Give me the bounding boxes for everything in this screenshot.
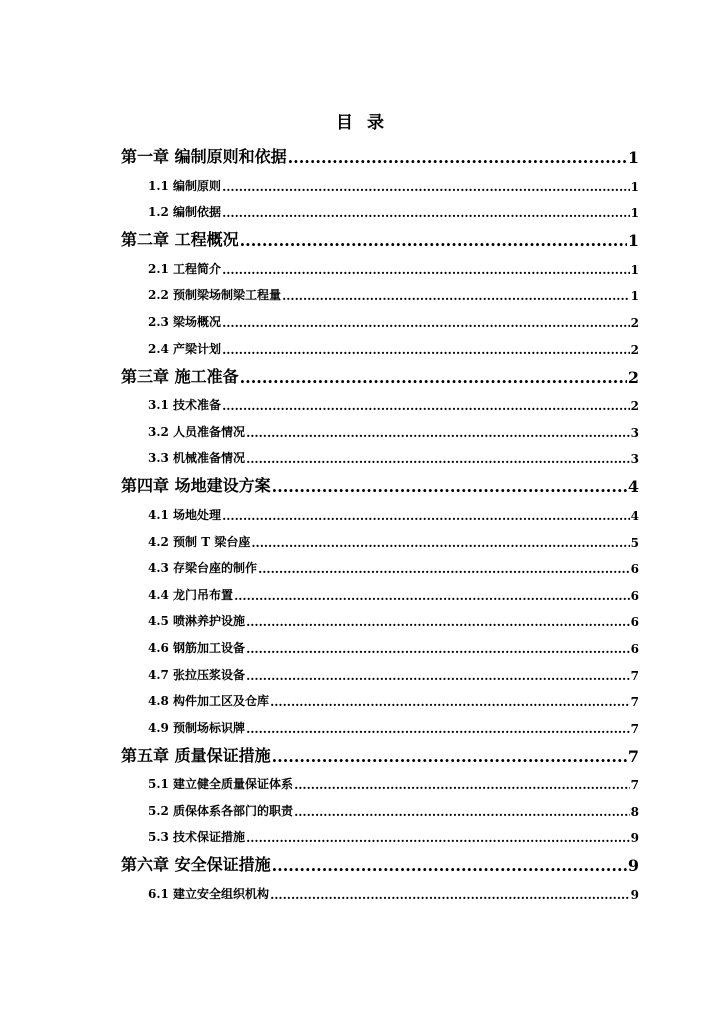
toc-entry-label: 2.2 预制梁场制梁工程量	[148, 288, 282, 303]
toc-dot-leader	[222, 316, 630, 330]
toc-entry-label: 1.1 编制原则	[148, 178, 222, 193]
toc-dot-leader	[294, 805, 630, 819]
toc-entry-label: 4.5 喷淋养护设施	[148, 614, 246, 629]
toc-dot-leader	[222, 263, 630, 277]
toc-entry-label: 4.7 张拉压浆设备	[148, 667, 246, 682]
toc-entry-label: 4.6 钢筋加工设备	[148, 640, 246, 655]
toc-entry-label: 1.2 编制依据	[148, 205, 222, 220]
toc-section-entry[interactable]	[148, 792, 639, 819]
toc-section-entry[interactable]	[148, 496, 639, 523]
toc-section-entry[interactable]	[148, 194, 639, 221]
toc-dot-leader	[246, 452, 630, 466]
toc-section-entry[interactable]	[148, 656, 639, 683]
toc-entry-label: 2.3 梁场概况	[148, 314, 222, 329]
toc-section-entry[interactable]	[148, 819, 639, 846]
toc-page-number: 3	[630, 425, 639, 440]
toc-page-number: 7	[630, 778, 639, 793]
toc-dot-leader	[272, 477, 627, 496]
toc-dot-leader	[288, 148, 627, 167]
toc-entry-label: 第三章 施工准备	[121, 366, 239, 386]
toc-entry-label: 第一章 编制原则和依据	[121, 147, 287, 166]
toc-chapter-entry[interactable]	[121, 845, 639, 875]
toc-chapter-entry[interactable]	[121, 357, 639, 387]
toc-dot-leader	[272, 856, 627, 875]
toc-dot-leader	[240, 231, 627, 250]
toc-dot-leader	[222, 343, 630, 357]
toc-chapter-entry[interactable]	[121, 137, 639, 167]
toc-dot-leader	[234, 589, 630, 603]
toc-section-entry[interactable]	[148, 250, 639, 277]
toc-dot-leader	[222, 399, 630, 413]
toc-page-number: 2	[627, 367, 639, 387]
toc-dot-leader	[222, 509, 630, 523]
toc-entry-label: 3.3 机械准备情况	[148, 451, 246, 466]
toc-dot-leader	[222, 180, 630, 194]
toc-chapter-entry[interactable]	[121, 736, 639, 766]
toc-entry-label: 5.1 建立健全质量保证体系	[148, 777, 294, 792]
toc-section-entry[interactable]	[148, 709, 639, 736]
toc-page-number: 6	[630, 588, 639, 603]
toc-title: 目 录	[336, 113, 388, 133]
toc-dot-leader	[246, 669, 630, 683]
toc-page-number: 2	[630, 399, 639, 414]
toc-section-entry[interactable]	[148, 603, 639, 630]
toc-entry-label: 4.3 存梁台座的制作	[148, 561, 258, 576]
toc-page-number: 7	[630, 721, 639, 736]
toc-page-number: 1	[630, 206, 639, 221]
toc-dot-leader	[270, 888, 630, 902]
toc-entry-label: 5.3 技术保证措施	[148, 830, 246, 845]
toc-page-number: 6	[630, 562, 639, 577]
toc-entry-label: 3.1 技术准备	[148, 398, 222, 413]
toc-dot-leader	[240, 368, 627, 387]
toc-section-entry[interactable]	[148, 277, 639, 304]
toc-entry-label: 第二章 工程概况	[121, 230, 239, 250]
toc-entry-label: 5.2 质保体系各部门的职责	[148, 803, 294, 818]
toc-section-entry[interactable]	[148, 629, 639, 656]
toc-entry-label: 4.8 构件加工区及仓库	[148, 694, 270, 709]
toc-dot-leader	[246, 642, 630, 656]
toc-dot-leader	[282, 289, 630, 303]
toc-page-number: 5	[630, 535, 639, 550]
toc-entry-label: 4.9 预制场标识牌	[148, 720, 246, 735]
toc-dot-leader	[222, 206, 630, 220]
toc-section-entry[interactable]	[148, 330, 639, 357]
toc-entry-label: 第五章 质量保证措施	[121, 745, 271, 765]
toc-list	[0, 137, 724, 902]
toc-section-entry[interactable]	[148, 440, 639, 467]
toc-dot-leader	[246, 831, 630, 845]
toc-entry-label: 4.2 预制 T 梁台座	[148, 534, 251, 549]
toc-page-number: 2	[630, 315, 639, 330]
toc-page-number: 2	[630, 342, 639, 357]
toc-page-number: 7	[627, 746, 639, 766]
toc-page-number: 6	[630, 615, 639, 630]
toc-page-number: 9	[627, 856, 639, 876]
toc-page-number: 1	[630, 262, 639, 277]
toc-page-number: 1	[627, 148, 639, 167]
toc-entry-label: 第四章 场地建设方案	[121, 476, 271, 496]
toc-page-number: 7	[630, 695, 639, 710]
toc-page-number: 1	[627, 231, 639, 251]
toc-dot-leader	[272, 747, 627, 766]
toc-page-number: 9	[630, 888, 639, 903]
toc-entry-label: 第六章 安全保证措施	[121, 855, 271, 875]
toc-section-entry[interactable]	[148, 413, 639, 440]
toc-page-number: 8	[630, 804, 639, 819]
toc-dot-leader	[251, 536, 629, 550]
toc-dot-leader	[246, 615, 630, 629]
toc-dot-leader	[246, 426, 630, 440]
toc-dot-leader	[246, 722, 630, 736]
toc-page-number: 4	[630, 508, 639, 523]
toc-entry-label: 2.4 产梁计划	[148, 341, 222, 356]
toc-page-number: 4	[627, 477, 639, 497]
toc-section-entry[interactable]	[148, 303, 639, 330]
toc-page-number: 7	[630, 668, 639, 683]
toc-section-entry[interactable]	[148, 387, 639, 414]
toc-page-number: 3	[630, 452, 639, 467]
toc-section-entry[interactable]	[148, 683, 639, 710]
toc-page-number: 1	[630, 289, 639, 304]
toc-dot-leader	[294, 778, 630, 792]
toc-entry-label: 3.2 人员准备情况	[148, 424, 246, 439]
toc-page-number: 6	[630, 641, 639, 656]
toc-page-number: 9	[630, 831, 639, 846]
toc-section-entry[interactable]	[148, 167, 639, 194]
toc-chapter-entry[interactable]	[121, 220, 639, 250]
toc-page-number: 1	[630, 179, 639, 194]
toc-entry-label: 4.1 场地处理	[148, 507, 222, 522]
toc-dot-leader	[258, 562, 630, 576]
toc-chapter-entry[interactable]	[121, 466, 639, 496]
toc-entry-label: 4.4 龙门吊布置	[148, 587, 234, 602]
toc-dot-leader	[270, 695, 630, 709]
toc-section-entry[interactable]	[148, 523, 639, 550]
toc-entry-label: 2.1 工程简介	[148, 261, 222, 276]
toc-entry-label: 6.1 建立安全组织机构	[148, 887, 270, 902]
toc-section-entry[interactable]	[148, 875, 639, 902]
toc-section-entry[interactable]	[148, 766, 639, 793]
toc-section-entry[interactable]	[148, 576, 639, 603]
toc-section-entry[interactable]	[148, 550, 639, 577]
